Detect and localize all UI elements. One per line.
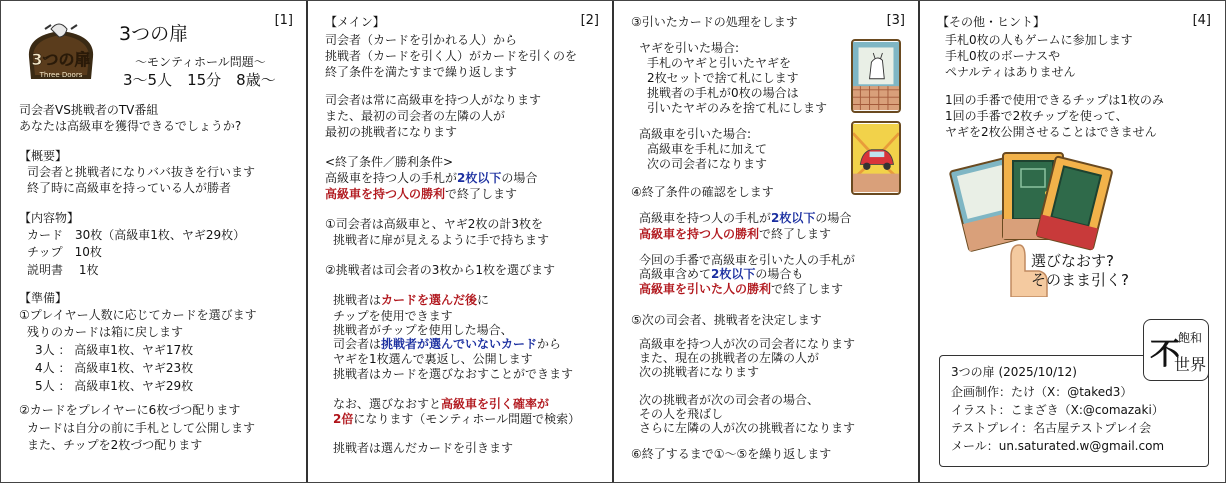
goat-case-3: 2枚セットで捨て札にします	[647, 71, 799, 85]
panel-1	[1, 1, 307, 482]
svg-text:不: 不	[1150, 337, 1180, 372]
contents-line-2: チップ 10枚	[27, 245, 102, 259]
credit-line-3: イラスト：こまざき（X:@comazaki）	[951, 403, 1164, 417]
draw-line: 挑戦者は選んだカードを引きます	[333, 441, 514, 455]
prep-line-4: 4人 ： 高級車1枚、ヤギ23枚	[35, 361, 194, 375]
hint-line-3: ペナルティはありません	[945, 65, 1076, 79]
goat-card-illustration	[851, 39, 901, 113]
publisher-stamp	[1143, 319, 1209, 381]
main-line-1: 司会者（カードを引かれる人）から	[325, 33, 518, 47]
step-4-heading: ④終了条件の確認をします	[631, 185, 774, 199]
overview-line-2: 終了時に高級車を持っている人が勝者	[27, 181, 232, 195]
condition-line-1: 高級車を持つ人の手札が2枚以下の場合	[325, 171, 538, 185]
prep-line-1: ①プレイヤー人数に応じてカードを選びます	[19, 308, 257, 322]
next-line-1: 高級車を持つ人が次の司会者になります	[639, 337, 856, 351]
car-case-2: 高級車を手札に加えて	[647, 142, 768, 156]
prep-line-8: また、チップを2枚づつ配ります	[27, 438, 203, 452]
publisher-logo-icon	[1144, 320, 1208, 380]
game-logo	[21, 21, 101, 87]
hint-line-1: 手札0枚の人もゲームに参加します	[945, 33, 1133, 47]
chip-line-2: チップを使用できます	[333, 309, 453, 323]
intro-line-1: 司会者VS挑戦者のTV番組	[19, 103, 159, 117]
goat-case-4: 挑戦者の手札が0枚の場合は	[647, 86, 799, 100]
prep-line-2: 残りのカードは箱に戻します	[27, 325, 184, 339]
condition-line-2: 高級車を持つ人の勝利で終了します	[325, 187, 518, 201]
step-5-heading: ⑤次の司会者、挑戦者を決定します	[631, 313, 822, 327]
page-number: [2]	[580, 13, 599, 28]
car-card-illustration	[851, 121, 901, 195]
overview-heading: 【概要】	[19, 149, 68, 163]
finish-line-5: 高級車を引いた人の勝利で終了します	[639, 282, 844, 296]
page-number: [1]	[274, 13, 293, 28]
intro-line-2: あなたは高級車を獲得できるでしょうか?	[19, 119, 242, 133]
prep-heading: 【準備】	[19, 291, 68, 305]
hint-line-2: 手札0枚のボーナスや	[945, 49, 1061, 63]
goat-case-5: 引いたヤギのみを捨て札にします	[647, 101, 828, 115]
finish-line-4: 高級車含めて2枚以下の場合も	[639, 267, 804, 281]
prep-line-5: 5人 ： 高級車1枚、ヤギ29枚	[35, 379, 194, 393]
credit-line-2: 企画制作：たけ（X：@taked3）	[951, 385, 1133, 399]
step-1-line-2: 挑戦者に扉が見えるように手で持ちます	[333, 233, 550, 247]
credit-line-1: 3つの扉 (2025/10/12)	[951, 365, 1077, 379]
bubble-line-2: そのまま引く?	[1031, 271, 1129, 289]
next-line-3: 次の挑戦者になります	[639, 365, 760, 379]
step-3-heading: ③引いたカードの処理をします	[631, 15, 798, 29]
finish-line-1: 高級車を持つ人の手札が2枚以下の場合	[639, 211, 852, 225]
game-specs: 3～5人 15分 8歳～	[123, 71, 276, 89]
chip-line-5: ヤギを1枚選んで裏返し、公開します	[333, 352, 533, 366]
hints-heading: 【その他・ヒント】	[937, 15, 1046, 29]
hint-line-5: 1回の手番で2枚チップを使って、	[945, 109, 1128, 123]
next-line-2: また、現在の挑戦者の左隣の人が	[639, 351, 820, 365]
game-subtitle: ～モンティホール問題～	[135, 55, 266, 69]
chip-line-6: 挑戦者はカードを選びなおすことができます	[333, 367, 574, 381]
prep-line-3: 3人 ： 高級車1枚、ヤギ17枚	[35, 343, 194, 357]
contents-line-3: 説明書 1枚	[27, 263, 99, 277]
note-line-2: 2倍になります（モンティホール問題で検索）	[333, 412, 581, 426]
chip-line-3: 挑戦者がチップを使用した場合、	[333, 323, 513, 337]
contents-line-1: カード 30枚（高級車1枚、ヤギ29枚）	[27, 228, 246, 242]
credit-line-5: メール：un.saturated.w@gmail.com	[951, 439, 1165, 453]
main-line-2: 挑戦者（カードを引く人）がカードを引くのを	[325, 49, 578, 63]
panel-3	[613, 1, 919, 482]
logo-title: 3つの扉	[31, 50, 91, 69]
chip-line-1: 挑戦者はカードを選んだ後に	[333, 293, 490, 307]
contents-heading: 【内容物】	[19, 211, 80, 225]
main-line-4: 司会者は常に高級車を持つ人がなります	[325, 93, 542, 107]
finish-line-3: 今回の手番で高級車を引いた人の手札が	[639, 253, 856, 267]
page-number: [3]	[886, 13, 905, 28]
main-line-3: 終了条件を満たすまで繰り返します	[325, 65, 518, 79]
car-case-1: 高級車を引いた場合:	[639, 127, 752, 141]
note-line-1: なお、選びなおすと高級車を引く確率が	[333, 397, 550, 411]
svg-text:世界: 世界	[1174, 355, 1207, 374]
main-heading: 【メイン】	[325, 15, 385, 29]
game-title: 3つの扉	[119, 23, 189, 45]
step-2: ②挑戦者は司会者の3枚から1枚を選びます	[325, 263, 556, 277]
credit-line-4: テストプレイ：名古屋テストプレイ会	[951, 421, 1152, 435]
next-line-4: 次の挑戦者が次の司会者の場合、	[639, 393, 820, 407]
svg-text:飽和: 飽和	[1178, 331, 1203, 345]
finish-line-2: 高級車を持つ人の勝利で終了します	[639, 227, 832, 241]
hint-line-4: 1回の手番で使用できるチップは1枚のみ	[945, 93, 1164, 107]
page-number: [4]	[1192, 13, 1211, 28]
panel-2	[307, 1, 613, 482]
main-line-6: 最初の挑戦者になります	[325, 125, 458, 139]
goat-case-2: 手札のヤギと引いたヤギを	[647, 56, 792, 70]
hint-line-6: ヤギを2枚公開させることはできません	[945, 125, 1157, 139]
overview-line-1: 司会者と挑戦者になりババ抜きを行います	[27, 165, 256, 179]
condition-heading: <終了条件／勝利条件>	[325, 155, 454, 169]
bubble-line-1: 選びなおす?	[1031, 252, 1114, 270]
car-case-3: 次の司会者になります	[647, 157, 768, 171]
goat-case-1: ヤギを引いた場合:	[639, 41, 740, 55]
chip-line-4: 司会者は挑戦者が選んでいないカードから	[333, 337, 562, 351]
next-line-6: さらに左隣の人が次の挑戦者になります	[639, 421, 856, 435]
main-line-5: また、最初の司会者の左隣の人が	[325, 109, 506, 123]
step-6-heading: ⑥終了するまで①～⑤を繰り返します	[631, 447, 832, 461]
prep-line-6: ②カードをプレイヤーに6枚づつ配ります	[19, 403, 241, 417]
logo-subtitle: Three Doors	[39, 71, 83, 79]
next-line-5: その人を飛ばし	[639, 407, 724, 421]
prep-line-7: カードは自分の前に手札として公開します	[27, 421, 256, 435]
step-1-line-1: ①司会者は高級車と、ヤギ2枚の計3枚を	[325, 217, 544, 231]
